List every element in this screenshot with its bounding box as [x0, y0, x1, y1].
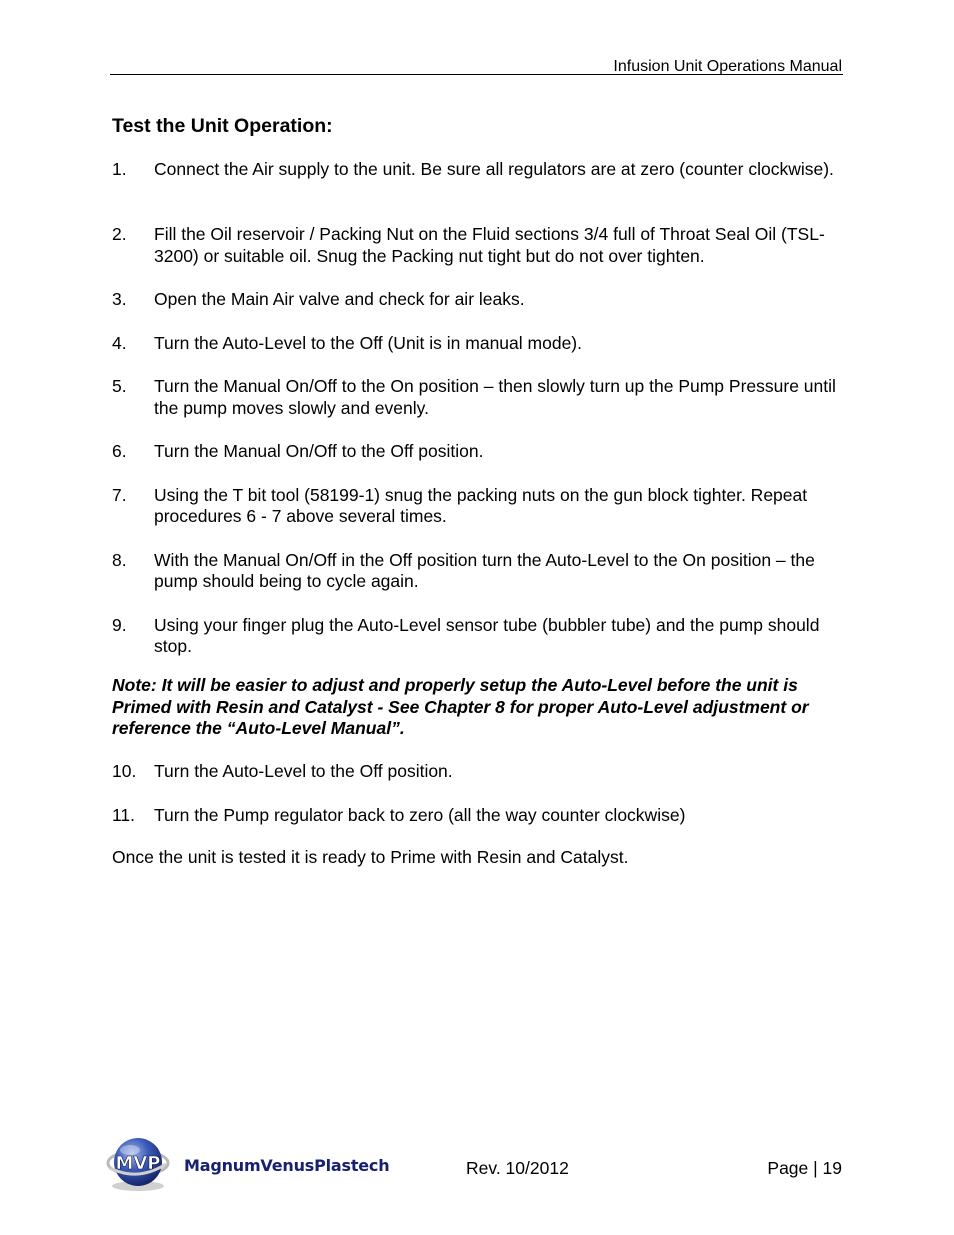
step-text: Using your finger plug the Auto-Level sensor tube (bubbler tube) and the pump should stop.	[154, 614, 820, 656]
step-item	[112, 159, 842, 202]
step-text: Turn the Pump regulator back to zero (all the way counter clockwise)	[154, 804, 686, 825]
step-number: 2.	[112, 224, 127, 244]
header-rule	[110, 74, 843, 75]
step-text: Using the T bit tool (58199-1) snug the packing nuts on the gun block tighter. Repeat procedures 6 - 7 above several times.	[154, 484, 808, 526]
step-item	[112, 485, 842, 528]
step-number: 6.	[112, 441, 127, 461]
step-number: 10.	[112, 761, 137, 781]
steps-list	[112, 159, 842, 658]
step-number: 7.	[112, 484, 127, 505]
step-number: 3.	[112, 289, 127, 309]
step-item	[112, 289, 842, 311]
page-number: Page | 19	[767, 1158, 842, 1178]
step-number: 5.	[112, 376, 127, 396]
logo-mark-text: MVP	[115, 1153, 161, 1174]
globe-logo-icon	[100, 1132, 180, 1196]
step-number: 9.	[112, 614, 127, 635]
note-text: Note: It will be easier to adjust and properly setup the Auto-Level before the unit is Primed with Resin and Catalyst - See Chapter 8 for proper Auto-Level adjustment or reference the “Auto-Level Manual”.	[112, 675, 809, 738]
step-text: Fill the Oil reservoir / Packing Nut on the Fluid sections 3/4 full of Throat Seal Oil (TSL-3200) or suitable oil. Snug the Packing nut tight but do not over tighten.	[154, 224, 825, 266]
step-item	[112, 441, 842, 463]
running-header-title: Infusion Unit Operations Manual	[613, 58, 842, 75]
revision-date: Rev. 10/2012	[466, 1158, 569, 1178]
step-text: Connect the Air supply to the unit. Be sure all regulators are at zero (counter clockwise).	[154, 159, 834, 179]
company-logo	[100, 1132, 400, 1196]
step-text: With the Manual On/Off in the Off position turn the Auto-Level to the On position – the pump should being to cycle again.	[154, 549, 815, 591]
step-number: 4.	[112, 332, 127, 353]
section-title: Test the Unit Operation:	[112, 115, 333, 137]
step-text: Turn the Auto-Level to the Off position.	[154, 761, 453, 781]
step-item	[112, 224, 842, 267]
company-wordmark: MagnumVenusPlastech	[184, 1156, 390, 1175]
step-item	[112, 761, 842, 783]
steps-list-continued	[112, 761, 842, 826]
step-item	[112, 333, 842, 355]
step-text: Turn the Auto-Level to the Off (Unit is in manual mode).	[154, 332, 582, 353]
closing-paragraph: Once the unit is tested it is ready to Prime with Resin and Catalyst.	[112, 847, 629, 867]
step-number: 8.	[112, 549, 127, 570]
step-number: 1.	[112, 159, 127, 179]
step-item	[112, 550, 842, 593]
step-item	[112, 805, 842, 827]
step-text: Turn the Manual On/Off to the Off position.	[154, 441, 484, 461]
step-item	[112, 376, 842, 419]
step-number: 11.	[112, 804, 136, 825]
step-text: Open the Main Air valve and check for air leaks.	[154, 289, 525, 309]
step-item	[112, 615, 842, 658]
step-text: Turn the Manual On/Off to the On position – then slowly turn up the Pump Pressure until the pump moves slowly and evenly.	[154, 376, 836, 418]
